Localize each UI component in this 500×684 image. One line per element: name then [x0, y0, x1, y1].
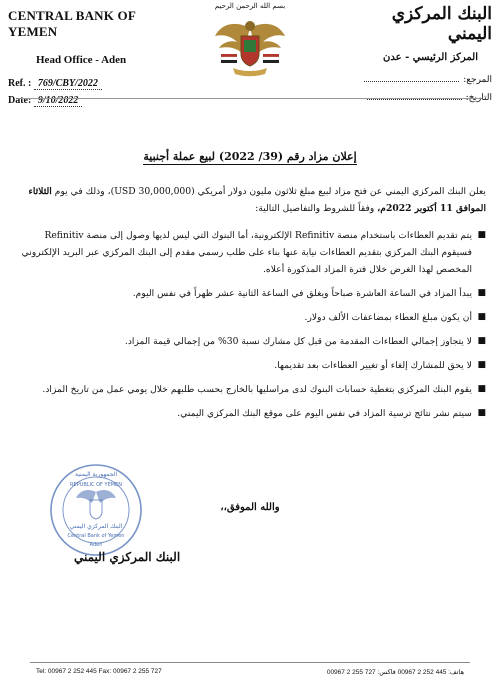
head-office-en: Head Office - Aden: [36, 54, 127, 66]
svg-text:Central Bank of Yemen: Central Bank of Yemen: [67, 533, 125, 539]
svg-text:REPUBLIC OF YEMEN: REPUBLIC OF YEMEN: [70, 482, 122, 488]
list-item-text: يبدأ المزاد في الساعة العاشرة صباحاً ويغلق في الساعة الثانية عشر ظهراً في نفس اليوم.: [132, 288, 472, 299]
intro-line-2: وفقاً للشروط والتفاصيل التالية:: [255, 203, 378, 214]
header-english: [8, 8, 178, 106]
bullet-icon: ■: [477, 360, 486, 370]
header-divider: [18, 98, 482, 99]
closing-line: والله الموفق،،: [220, 502, 280, 513]
terms-list: [18, 227, 486, 422]
notice-intro: [18, 183, 486, 217]
ar-date-label: التاريخ:: [465, 93, 492, 103]
list-item: [18, 357, 486, 374]
bullet-icon: ■: [477, 230, 486, 240]
list-item-text: يتم تقديم العطاءات باستخدام منصة Refinitiv الإلكترونية، أما البنوك التي ليس لديها وصول إلى منصة Refinitiv فسيقوم البنك المركزي بتقديم العطاءات نيابة عنها بناء على طلب رسمي مقدم إلى البنك المركزي عبر البريد الإلكتروني المخصص لهذا الغرض خلال فترة المزاد المذكورة أعلاه.: [21, 230, 472, 275]
list-item-text: يقوم البنك المركزي بتغطية حسابات البنوك لدى مراسليها بالخارج بحسب طلبهم خلال يومي عمل من تاريخ المزاد.: [42, 384, 472, 395]
list-item: [18, 285, 486, 302]
list-item: [18, 405, 486, 422]
bullet-icon: ■: [477, 336, 486, 346]
notice-title: [0, 150, 500, 163]
svg-text:الجمهورية اليمنية: الجمهورية اليمنية: [74, 471, 118, 478]
bullet-icon: ■: [477, 408, 486, 418]
ref-value: 769/CBY/2022: [34, 78, 102, 90]
footer-contact-ar: هاتف: 445 252 2 00967 فاكس: 727 255 2 00967: [326, 669, 464, 676]
notice-title-text: إعلان مزاد رقم (39/ 2022) لبيع عملة أجنبية: [143, 150, 357, 163]
head-office-ar: المركز الرئيسي - عدن: [383, 52, 478, 63]
bank-name-ar: البنك المركزي اليمني: [391, 4, 492, 44]
list-item-text: لا يتجاوز إجمالي العطاءات المقدمة من قبل كل مشارك نسبة 30% من إجمالي قيمة المزاد.: [124, 336, 472, 347]
footer-divider: [30, 662, 470, 663]
header-arabic: [342, 4, 492, 103]
signature-block: البنك المركزي اليمني: [74, 550, 181, 564]
list-item: [18, 227, 486, 278]
list-item: [18, 333, 486, 350]
eagle-emblem-icon: [205, 10, 295, 80]
ar-reference-line: [342, 75, 492, 85]
bullet-icon: ■: [477, 384, 486, 394]
auction-date: الثلاثاء الموافق 11 أكتوبر 2022م،: [28, 186, 486, 214]
notice-body: [18, 183, 486, 429]
date-line: [8, 95, 178, 106]
list-item-text: سيتم نشر نتائج ترسية المزاد في نفس اليوم على موقع البنك المركزي اليمني.: [177, 408, 472, 419]
official-stamp: [48, 462, 144, 558]
date-value: 9/10/2022: [34, 95, 83, 107]
basmala-text: بسم الله الرحمن الرحيم: [214, 2, 286, 10]
ref-label: Ref. :: [8, 78, 32, 89]
date-label: Date:: [8, 95, 32, 106]
list-item: [18, 381, 486, 398]
svg-text:البنك المركزي اليمني: البنك المركزي اليمني: [69, 523, 123, 530]
list-item-text: أن يكون مبلغ العطاء بمضاعفات الألف دولار.: [304, 312, 472, 323]
yemen-emblem: [205, 2, 295, 82]
list-item: [18, 309, 486, 326]
bullet-icon: ■: [477, 288, 486, 298]
list-item-text: لا يحق للمشارك إلغاء أو تغيير العطاءات بعد تقديمها.: [274, 360, 472, 371]
intro-line-1: يعلن البنك المركزي اليمني عن فتح مزاد لبيع مبلغ ثلاثون مليون دولار أمريكي (30,000,000 USD)، وذلك في يوم: [54, 186, 486, 197]
footer-contact-en: Tel: 00967 2 252 445 Fax: 00967 2 255 727: [36, 668, 162, 675]
reference-line: [8, 78, 178, 89]
bank-name-en: CENTRAL BANK OF YEMEN: [8, 8, 136, 39]
ar-ref-label: المرجع:: [463, 75, 492, 85]
stamp-seal-icon: [48, 462, 144, 558]
svg-text:Aden: Aden: [89, 542, 103, 548]
bullet-icon: ■: [477, 312, 486, 322]
